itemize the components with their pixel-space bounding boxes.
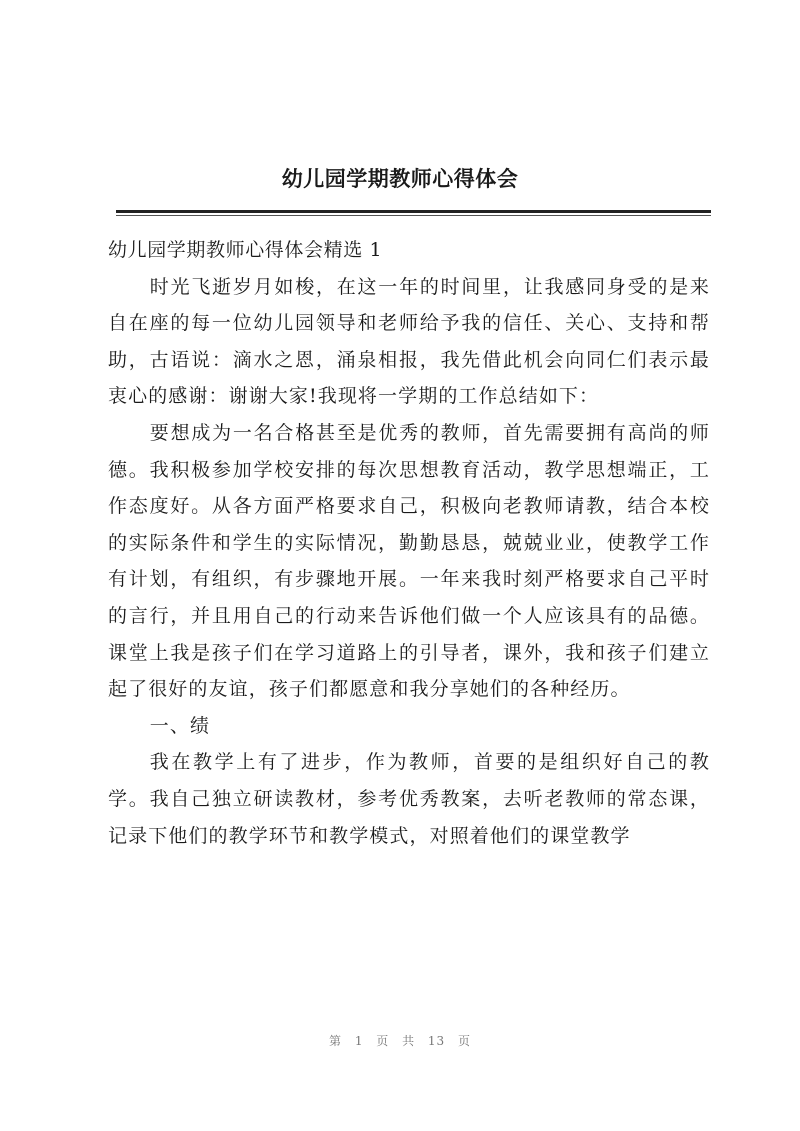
title-divider-thin bbox=[116, 215, 711, 216]
document-title: 幼儿园学期教师心得体会 bbox=[281, 167, 519, 191]
page-footer: 第 1 页 共 13 页 bbox=[329, 1034, 471, 1048]
document-body bbox=[108, 232, 710, 854]
document-subtitle: 幼儿园学期教师心得体会精选 1 bbox=[108, 239, 383, 261]
paragraph-intro: 时光飞逝岁月如梭，在这一年的时间里，让我感同身受的是来自在座的每一位幼儿园领导和老师给予我的信任、关心、支持和帮助，古语说：滴水之恩，涌泉相报，我先借此机会向同仁们表示最衷心的感谢：谢谢大家!我现将一学期的工作总结如下： bbox=[108, 275, 710, 408]
title-divider-thick bbox=[116, 210, 711, 213]
paragraph-ethics: 要想成为一名合格甚至是优秀的教师，首先需要拥有高尚的师德。我积极参加学校安排的每次思想教育活动，教学思想端正，工作态度好。从各方面严格要求自己，积极向老教师请教，结合本校的实际条件和学生的实际情况，勤勤恳恳，兢兢业业，使教学工作有计划，有组织，有步骤地开展。一年来我时刻严格要求自己平时的言行，并且用自己的行动来告诉他们做一个人应该具有的品德。课堂上我是孩子们在学习道路上的引导者，课外，我和孩子们建立起了很好的友谊，孩子们都愿意和我分享她们的各种经历。 bbox=[108, 421, 710, 701]
paragraph-teaching: 我在教学上有了进步，作为教师，首要的是组织好自己的教学。我自己独立研读教材，参考优秀教案，去听老教师的常态课，记录下他们的教学环节和教学模式，对照着他们的课堂教学 bbox=[108, 751, 710, 847]
section-heading: 一、绩 bbox=[149, 714, 211, 737]
